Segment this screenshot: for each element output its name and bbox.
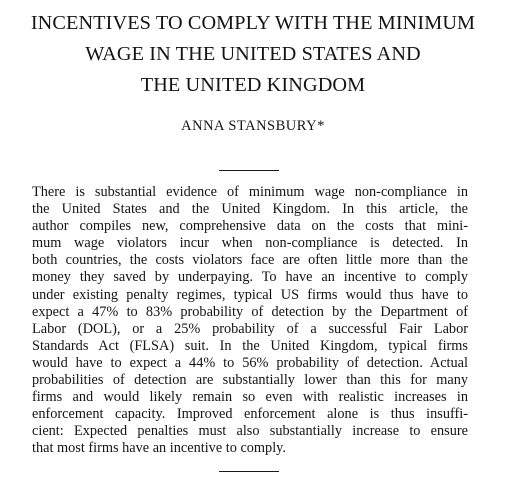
abstract-line: under existing penalty regimes, typical US firms would thus have to <box>32 286 468 303</box>
abstract-line: the United States and the United Kingdom. In this article, the <box>32 201 468 218</box>
abstract-line: Standards Act (FLSA) suit. In the United Kingdom, typical firms <box>32 337 468 354</box>
abstract-line: expect a 47% to 83% probability of detection by the Department of <box>32 303 468 320</box>
abstract-line: There is substantial evidence of minimum wage non-compliance in <box>32 184 468 200</box>
abstract-line: probabilities of detection are substantially lower than this for many <box>32 372 468 389</box>
abstract-line: firms and would likely remain so even with realistic increases in <box>32 389 468 406</box>
abstract-line: enforcement capacity. Improved enforcement alone is thus insuffi- <box>32 406 468 423</box>
abstract-line: both countries, the costs violators face are often little more than the <box>32 252 468 269</box>
top-divider <box>219 170 279 171</box>
abstract-line: Labor (DOL), or a 25% probability of a successful Fair Labor <box>32 320 468 337</box>
title-line: THE UNITED KINGDOM <box>140 74 366 96</box>
abstract-line: money they saved by underpaying. To have an incentive to comply <box>32 269 468 286</box>
abstract-line: author compiles new, comprehensive data on the costs that mini- <box>32 218 468 235</box>
abstract-line: cient: Expected penalties must also substantially increase to ensure <box>32 423 468 440</box>
abstract <box>32 184 468 458</box>
title-line: INCENTIVES TO COMPLY WITH THE MINIMUM <box>30 12 476 34</box>
abstract-line: would have to expect a 44% to 56% probability of detection. Actual <box>32 354 468 371</box>
title-line: WAGE IN THE UNITED STATES AND <box>85 43 421 65</box>
paper-title <box>0 8 506 101</box>
bottom-divider <box>219 471 279 472</box>
abstract-line: mum wage violators incur when non-compliance is detected. In <box>32 235 468 252</box>
author-name: ANNA STANSBURY* <box>181 118 325 134</box>
abstract-line: that most firms have an incentive to comply. <box>32 440 286 457</box>
